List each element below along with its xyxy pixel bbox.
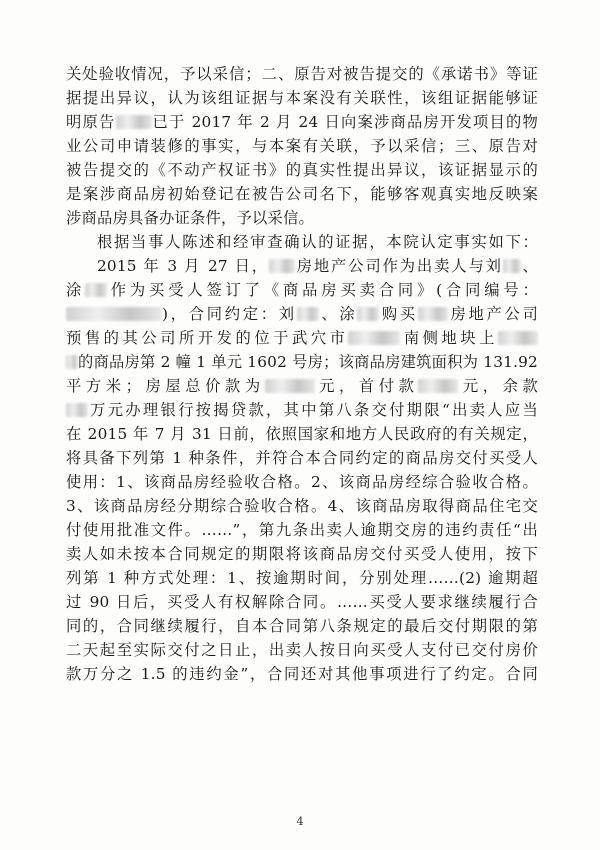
text-segment: 在 2015 年 7 月 31 日前，依照国家和地方人民政府的有关规定， [66, 425, 538, 443]
text-segment: 平方米；房屋总价款为 [66, 377, 265, 395]
text-segment: 的商品房第 2 幢 1 单元 1602 号房；该商品房建筑面积为 131.92 [78, 353, 538, 371]
text-segment: 涂 [66, 281, 86, 299]
text-line [66, 566, 538, 590]
redacted-text [265, 379, 315, 393]
text-segment: 涉商品房具备办证条件，予以采信。 [66, 209, 314, 227]
text-segment: 业公司申请装修的事实，与本案有关联，予以采信；三、原告对 [66, 137, 538, 155]
text-line [66, 182, 538, 206]
text-segment: 被告提交的《不动产权证书》的真实性提出异议，该证据显示的 [66, 161, 538, 179]
text-segment: 作为买受人签订了《商品房买卖合同》(合同编号： [107, 281, 538, 299]
text-segment: 已于 2017 年 2 月 24 日向案涉商品房开发项目的物 [151, 113, 538, 131]
text-segment: 将具备下列第 1 种条件，并符合本合同约定的商品房交付买受人 [66, 449, 538, 467]
redacted-text [357, 307, 379, 321]
text-line [66, 62, 538, 86]
text-segment: 、 [520, 257, 539, 275]
text-segment: 、涂 [318, 305, 358, 323]
text-line [66, 350, 538, 374]
text-line [66, 326, 538, 350]
text-line [66, 542, 538, 566]
document-body [66, 62, 538, 686]
text-segment: 元，余款 [458, 377, 538, 395]
text-segment: 同的，合同继续履行，自本合同第八条规定的最后交付期限的第 [66, 617, 538, 635]
text-line [66, 86, 538, 110]
text-segment: 南侧地块上 [400, 329, 498, 347]
text-line [66, 518, 538, 542]
text-segment: 付使用批准文件。……”，第九条出卖人逾期交房的违约责任“出 [66, 521, 538, 539]
redacted-text [85, 283, 107, 297]
text-line [66, 158, 538, 182]
page-number: 4 [296, 815, 304, 828]
redacted-text [297, 307, 319, 321]
text-segment: 房地产公司 [447, 305, 538, 323]
redacted-text [269, 259, 295, 273]
redacted-text [116, 115, 152, 129]
text-line [66, 254, 538, 278]
text-line [66, 134, 538, 158]
text-line [66, 662, 538, 686]
text-line [66, 278, 538, 302]
text-segment: 过 90 日后，买受人有权解除合同。……买受人要求继续履行合 [66, 593, 538, 611]
text-segment: 是案涉商品房初始登记在被告公司名下，能够客观真实地反映案 [66, 185, 538, 203]
text-line [66, 398, 538, 422]
text-segment: 使用：1、该商品房经验收合格。2、该商品房经综合验收合格。 [66, 473, 538, 491]
redacted-text [498, 331, 538, 345]
redacted-text [418, 307, 448, 321]
redacted-text [66, 307, 162, 321]
text-segment: 卖人如未按本合同规定的期限将该商品房交付买受人使用，按下 [66, 545, 538, 563]
redacted-text [66, 403, 88, 417]
text-segment: 根据当事人陈述和经审查确认的证据，本院认定事实如下： [97, 233, 538, 251]
text-line [66, 494, 538, 518]
text-line [66, 446, 538, 470]
text-line [66, 110, 538, 134]
text-line [66, 422, 538, 446]
text-line [66, 206, 538, 230]
text-segment: 购买 [379, 305, 418, 323]
text-line [66, 590, 538, 614]
text-segment: 2015 年 3 月 27 日， [97, 257, 269, 275]
text-segment: 二天起至实际交付之日止，出卖人按日向买受人支付已交付房价 [66, 641, 538, 659]
redacted-text [66, 355, 78, 369]
text-line [66, 302, 538, 326]
text-segment: 关处验收情况，予以采信；二、原告对被告提交的《承诺书》等证 [66, 65, 538, 83]
text-segment: 元，首付款 [314, 377, 419, 395]
text-line [66, 470, 538, 494]
redacted-text [418, 379, 458, 393]
text-segment: 明原告 [66, 113, 116, 131]
redacted-text [348, 331, 400, 345]
text-segment: 3、该商品房经分期综合验收合格。4、该商品房取得商品住宅交 [66, 497, 538, 515]
redacted-text [503, 259, 521, 273]
text-segment: 据提出异议，认为该组证据与本案没有关联性，该组证据能够证 [66, 89, 538, 107]
text-line [66, 374, 538, 398]
text-segment: 款万分之 1.5 的违约金”，合同还对其他事项进行了约定。合同 [66, 665, 538, 683]
text-segment: 房地产公司作为出卖人与刘 [294, 257, 503, 275]
text-segment: 万元办理银行按揭贷款，其中第八条交付期限“出卖人应当 [88, 401, 538, 419]
text-line [66, 614, 538, 638]
text-line [66, 638, 538, 662]
text-line [66, 230, 538, 254]
text-segment: 预售的其公司所开发的位于武穴市 [66, 329, 349, 347]
text-segment: )，合同约定：刘 [162, 305, 297, 323]
text-segment: 列第 1 种方式处理：1、按逾期时间，分别处理……(2) 逾期超 [66, 569, 538, 587]
